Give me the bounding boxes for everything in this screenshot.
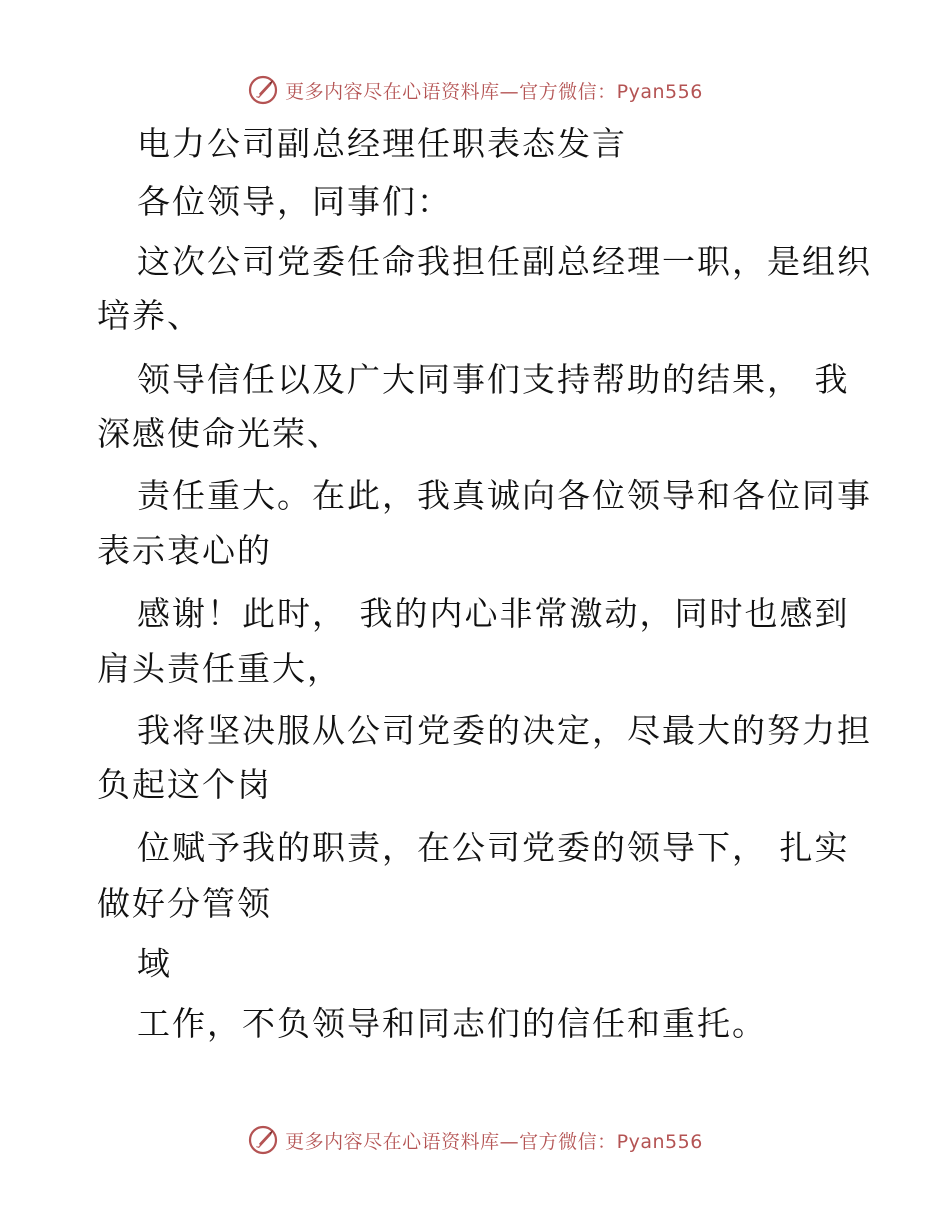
salutation: 各位领导，同事们： bbox=[137, 182, 452, 221]
body-line: 负起这个岗 bbox=[97, 765, 272, 804]
body-line: 域 bbox=[137, 944, 172, 983]
quill-logo-icon bbox=[247, 1124, 279, 1156]
body-line: 肩头责任重大， bbox=[97, 649, 342, 688]
watermark-footer bbox=[0, 1120, 950, 1160]
body-line: 做好分管领 bbox=[97, 884, 272, 923]
body-line: 我将坚决服从公司党委的决定，尽最大的努力担 bbox=[137, 711, 872, 750]
document-title: 电力公司副总经理任职表态发言 bbox=[137, 124, 627, 163]
body-line: 感谢！此时， 我的内心非常激动，同时也感到 bbox=[137, 594, 850, 633]
body-line: 领导信任以及广大同事们支持帮助的结果， 我 bbox=[137, 360, 850, 399]
body-line: 深感使命光荣、 bbox=[97, 414, 342, 453]
watermark-header bbox=[0, 70, 950, 110]
body-line: 这次公司党委任命我担任副总经理一职，是组织 bbox=[137, 242, 872, 281]
watermark-text: 更多内容尽在心语资料库—官方微信：Pyan556 bbox=[285, 1130, 703, 1153]
body-line: 位赋予我的职责，在公司党委的领导下， 扎实 bbox=[137, 828, 850, 867]
watermark-text: 更多内容尽在心语资料库—官方微信：Pyan556 bbox=[285, 80, 703, 103]
body-line: 责任重大。在此，我真诚向各位领导和各位同事 bbox=[137, 476, 872, 515]
body-line: 培养、 bbox=[97, 296, 202, 335]
body-line: 表示衷心的 bbox=[97, 531, 272, 570]
body-line: 工作，不负领导和同志们的信任和重托。 bbox=[137, 1004, 767, 1043]
quill-logo-icon bbox=[247, 74, 279, 106]
